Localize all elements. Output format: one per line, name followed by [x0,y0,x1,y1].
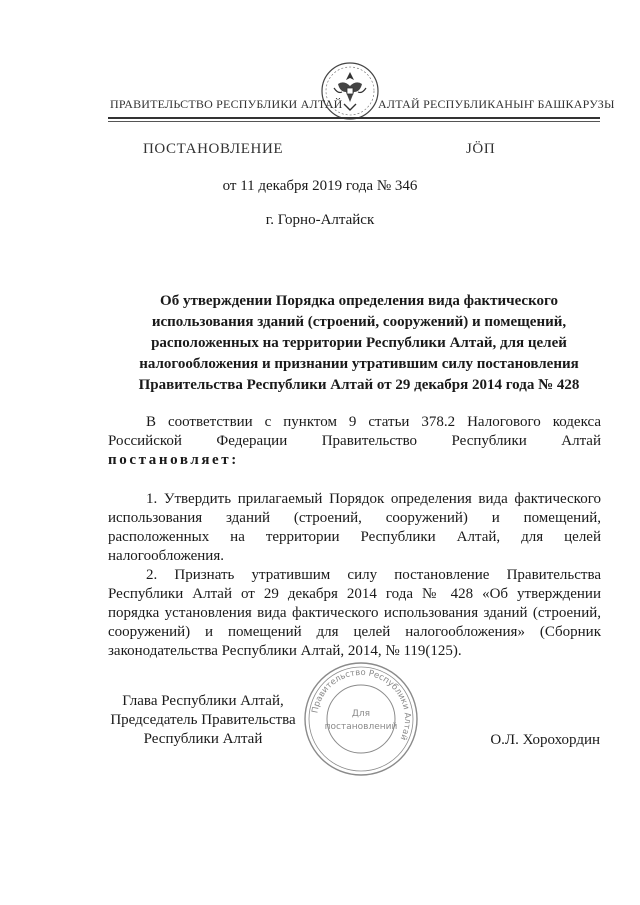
document-date-number: от 11 декабря 2019 года № 346 [222,178,418,194]
heading-line: Правительства Республики Алтай от 29 декабря 2014 года № 428 [138,377,580,393]
header-rule-thick [108,117,600,119]
heading-line: налогообложения и признании утратившим силу постановления [139,356,579,372]
preamble-line-2: Российской Федерации Правительство Республики Алтай [108,433,601,449]
heading-line: расположенных на территории Республики Алтай, для целей [151,335,567,351]
item2-line-2: Республики Алтай от 29 декабря 2014 года № 428 «Об утверждении [108,586,601,602]
signatory-name: О.Л. Хорохордин [490,732,600,748]
signature-position-line: Председатель Правительства [110,712,296,728]
item2-line-1: 2. Признать утратившим силу постановление Правительства [146,567,601,583]
header-government-name-alt: АЛТАЙ РЕСПУБЛИКАНЫҤ БАШКАРУЗЫ [378,97,615,111]
stamp-center-line-1: Для [351,709,371,719]
coat-of-arms-icon [320,58,380,124]
item1-line-3: расположенных на территории Республики Алтай, для целей [108,529,601,545]
preamble-line-1: В соответствии с пунктом 9 статьи 378.2 Налогового кодекса [146,414,601,430]
signature-position-line: Республики Алтай [143,731,263,747]
official-stamp [302,660,420,778]
preamble-resolves [108,451,601,470]
item1-line-2: использования зданий (строений, сооружений) и помещений, [108,510,601,526]
document-heading [120,291,598,396]
item2-line-5: законодательства Республики Алтай, 2014, № 119(125). [108,643,462,659]
stamp-ring-text: Правительство Республики Алтай [310,667,413,742]
heading-line: использования зданий (строений, сооружений) и помещений, [151,314,567,330]
heading-line: Об утверждении Порядка определения вида фактического [160,293,558,309]
item1-line-4: налогообложения. [108,548,224,564]
signature-position-line: Глава Республики Алтай, [122,693,284,709]
header-government-name-ru: ПРАВИТЕЛЬСТВО РЕСПУБЛИКИ АЛТАЙ [110,97,343,111]
document-city: г. Горно-Алтайск [265,212,375,228]
resolves-word: постановляет: [108,452,239,468]
document-type-alt: ЈӦП [466,141,496,157]
stamp-center-line-2: постановлений [324,722,398,732]
document-type-ru: ПОСТАНОВЛЕНИЕ [143,141,284,157]
header-rule-thin [108,121,600,122]
item1-line-1: 1. Утвердить прилагаемый Порядок определения вида фактического [146,491,601,507]
signature-position [108,692,298,749]
item2-line-3: порядка установления вида фактического использования зданий (строений, [108,605,601,621]
item2-line-4: сооружений) и помещений для целей налогообложения» (Сборник [108,624,601,640]
